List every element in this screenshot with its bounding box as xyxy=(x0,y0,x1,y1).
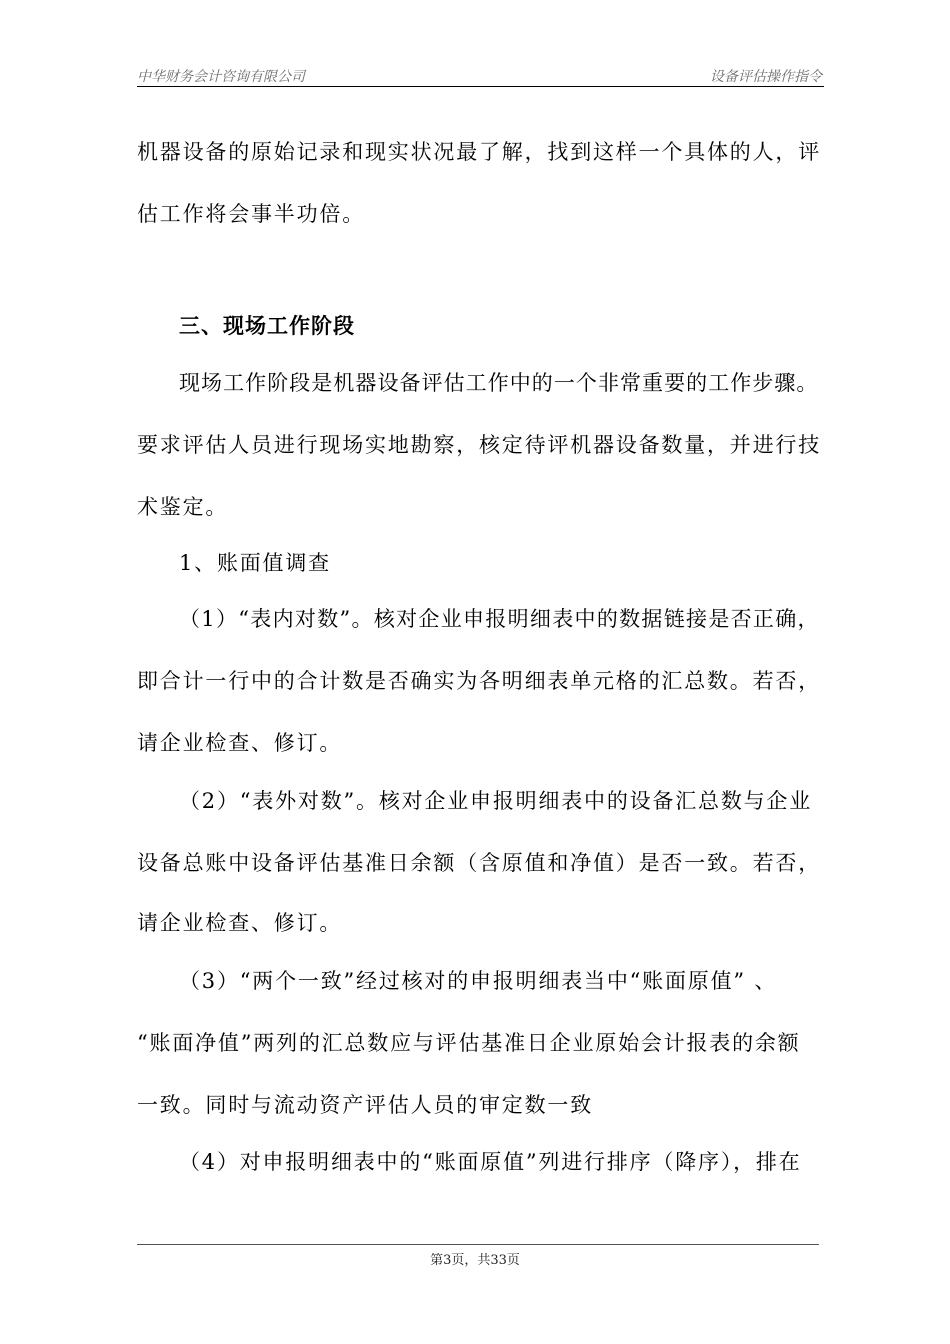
paragraph-line: 要求评估人员进行现场实地勘察，核定待评机器设备数量，并进行技 xyxy=(137,433,821,457)
paragraph-line: “账面净值”两列的汇总数应与评估基准日企业原始会计报表的余额 xyxy=(137,1031,801,1055)
header-divider xyxy=(137,86,824,87)
subsection-heading: 1、账面值调查 xyxy=(179,551,331,575)
section-heading: 三、现场工作阶段 xyxy=(179,313,355,338)
page-number: 第3页，共33页 xyxy=(430,1253,520,1268)
paragraph-line: （3）“两个一致”经过核对的申报明细表当中“账面原值” 、 xyxy=(179,969,778,993)
header-company: 中华财务会计咨询有限公司 xyxy=(137,69,305,85)
paragraph-line: 请企业检查、修订。 xyxy=(137,911,343,935)
footer-divider xyxy=(137,1244,819,1245)
paragraph-line: 机器设备的原始记录和现实状况最了解，找到这样一个具体的人，评 xyxy=(137,140,821,164)
paragraph-line: 一致。同时与流动资产评估人员的审定数一致 xyxy=(137,1093,593,1117)
paragraph-line: 估工作将会事半功倍。 xyxy=(137,202,365,226)
paragraph-line: 现场工作阶段是机器设备评估工作中的一个非常重要的工作步骤。 xyxy=(179,371,819,395)
paragraph-line: （4）对申报明细表中的“账面原值”列进行排序（降序），排在 xyxy=(179,1150,802,1174)
paragraph-line: 术鉴定。 xyxy=(137,495,229,519)
paragraph-line: 设备总账中设备评估基准日余额（含原值和净值）是否一致。若否， xyxy=(137,851,821,875)
header-doc-title: 设备评估操作指令 xyxy=(710,69,822,85)
paragraph-line: （1）“表内对数”。核对企业申报明细表中的数据链接是否正确， xyxy=(179,607,820,631)
paragraph-line: 请企业检查、修订。 xyxy=(137,731,343,755)
paragraph-line: 即合计一行中的合计数是否确实为各明细表单元格的汇总数。若否， xyxy=(137,669,821,693)
paragraph-line: （2）“表外对数”。核对企业申报明细表中的设备汇总数与企业 xyxy=(179,789,813,813)
